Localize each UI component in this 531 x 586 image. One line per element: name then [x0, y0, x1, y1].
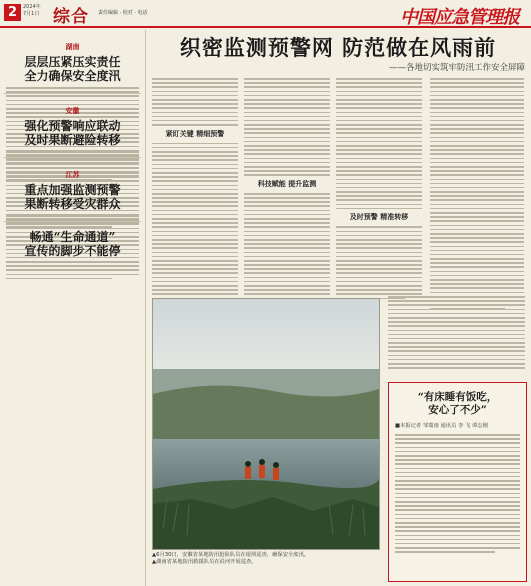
section-subhead: 紧盯关键 精细预警 — [165, 129, 225, 138]
article-column — [244, 78, 330, 306]
feature-headline — [389, 391, 526, 417]
region-label: 湖南 — [65, 43, 80, 51]
section-subhead: 科技赋能 提升监测 — [257, 179, 317, 188]
headline-line: 强化预警响应联动 — [24, 119, 121, 133]
issue-date — [23, 4, 41, 18]
headline-line: 安心了不少” — [428, 404, 487, 416]
headline-line: 及时果断避险转移 — [24, 133, 121, 147]
caption-line: ▲湖南省某地防汛救援队员在沿河开展巡查。 — [152, 559, 257, 565]
article-headline — [0, 55, 145, 83]
headline-line: 宣传的脚步不能停 — [24, 244, 121, 258]
editor-credits: 责任编辑 · 校对 · 电话 — [98, 10, 148, 16]
news-photo — [152, 298, 380, 550]
article-column — [152, 78, 238, 306]
headline-line: 果断转移受灾群众 — [24, 197, 121, 211]
caption-line: ▲6月30日，安徽省某地防汛抢险队员在堤坝巡查，确保安全度汛。 — [152, 552, 310, 558]
article-column — [388, 296, 525, 371]
date-day: 7月1日 — [23, 11, 40, 17]
byline: ■本报记者 邹瑞雨 通讯员 李 飞 谭志刚 — [395, 423, 488, 429]
article-column — [336, 78, 422, 302]
region-label: 江苏 — [65, 171, 80, 179]
article-headline — [0, 230, 145, 258]
masthead — [0, 0, 531, 28]
feature-box — [388, 382, 527, 582]
headline-line: 全力确保安全度汛 — [24, 69, 121, 83]
riverbank-photo — [153, 299, 379, 549]
newspaper-logo: 中国应急管理报 — [400, 7, 519, 28]
headline-line: 层层压紧压实责任 — [24, 55, 121, 69]
article-column — [430, 78, 524, 313]
left-news-column — [0, 30, 146, 586]
date-year: 2024年 — [23, 4, 41, 10]
section-title: 综合 — [53, 7, 89, 27]
article-headline — [0, 183, 145, 211]
photo-caption — [152, 552, 378, 566]
main-subtitle: ——各地切实筑牢防汛工作安全屏障 — [388, 63, 525, 73]
headline-line: 畅通“生命通道” — [29, 230, 116, 244]
region-label: 安徽 — [65, 107, 80, 115]
headline-line: “有床睡有饭吃， — [417, 391, 498, 403]
article-headline — [0, 119, 145, 147]
main-headline: 织密监测预警网 防范做在风雨前 — [179, 35, 497, 60]
section-subhead: 及时预警 精准转移 — [349, 213, 409, 222]
page-number: 2 — [4, 4, 21, 21]
headline-line: 重点加强监测预警 — [24, 183, 121, 197]
